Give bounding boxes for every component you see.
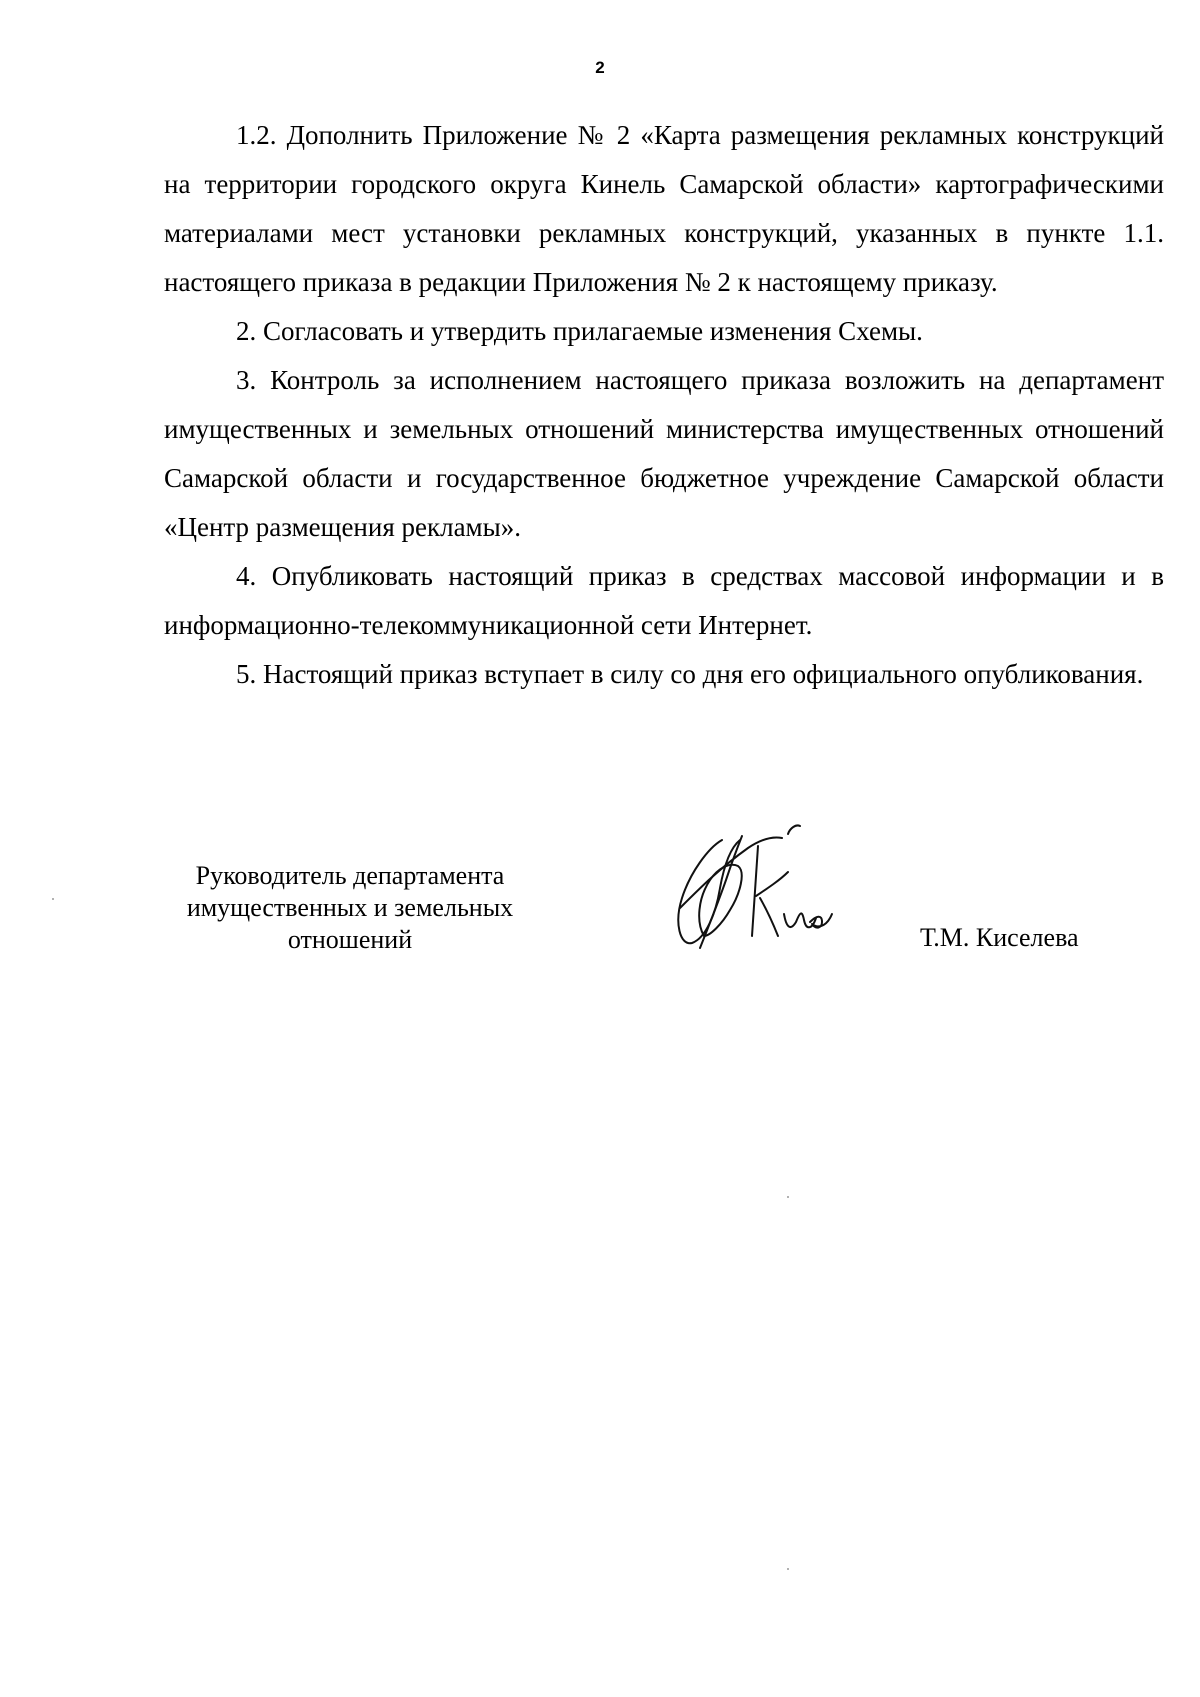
position-line: Руководитель департамента [195, 861, 505, 890]
paragraph-1-2: 1.2. Дополнить Приложение № 2 «Карта размещения рекламных конструкций на территории городского округа Кинель Самарской области» картографическими материалами мест установки рекламных конструкций, указанных в пункте 1.1. настоящего приказа в редакции Приложения № 2 к настоящему приказу. [164, 120, 1164, 297]
position-line: имущественных и земельных [186, 893, 514, 922]
paragraph-4: 4. Опубликовать настоящий приказ в средствах массовой информации и в информационно-телекоммуникационной сети Интернет. [164, 561, 1164, 640]
page-number: 2 [595, 58, 605, 77]
signatory-position [160, 860, 540, 956]
scan-speck [787, 1196, 789, 1198]
handwritten-signature [660, 818, 860, 968]
scan-speck [787, 1568, 789, 1570]
paragraph-2: 2. Согласовать и утвердить прилагаемые изменения Схемы. [236, 316, 923, 346]
position-line: отношений [287, 925, 413, 954]
paragraph-5: 5. Настоящий приказ вступает в силу со дня его официального опубликования. [236, 659, 1144, 689]
paragraph-3: 3. Контроль за исполнением настоящего приказа возложить на департамент имущественных и земельных отношений министерства имущественных отношений Самарской области и государственное бюджетное учреждение Самарской области «Центр размещения рекламы». [164, 365, 1164, 542]
document-body [164, 111, 1164, 699]
signatory-name: Т.М. Киселева [920, 923, 1079, 952]
scan-speck [52, 898, 54, 900]
